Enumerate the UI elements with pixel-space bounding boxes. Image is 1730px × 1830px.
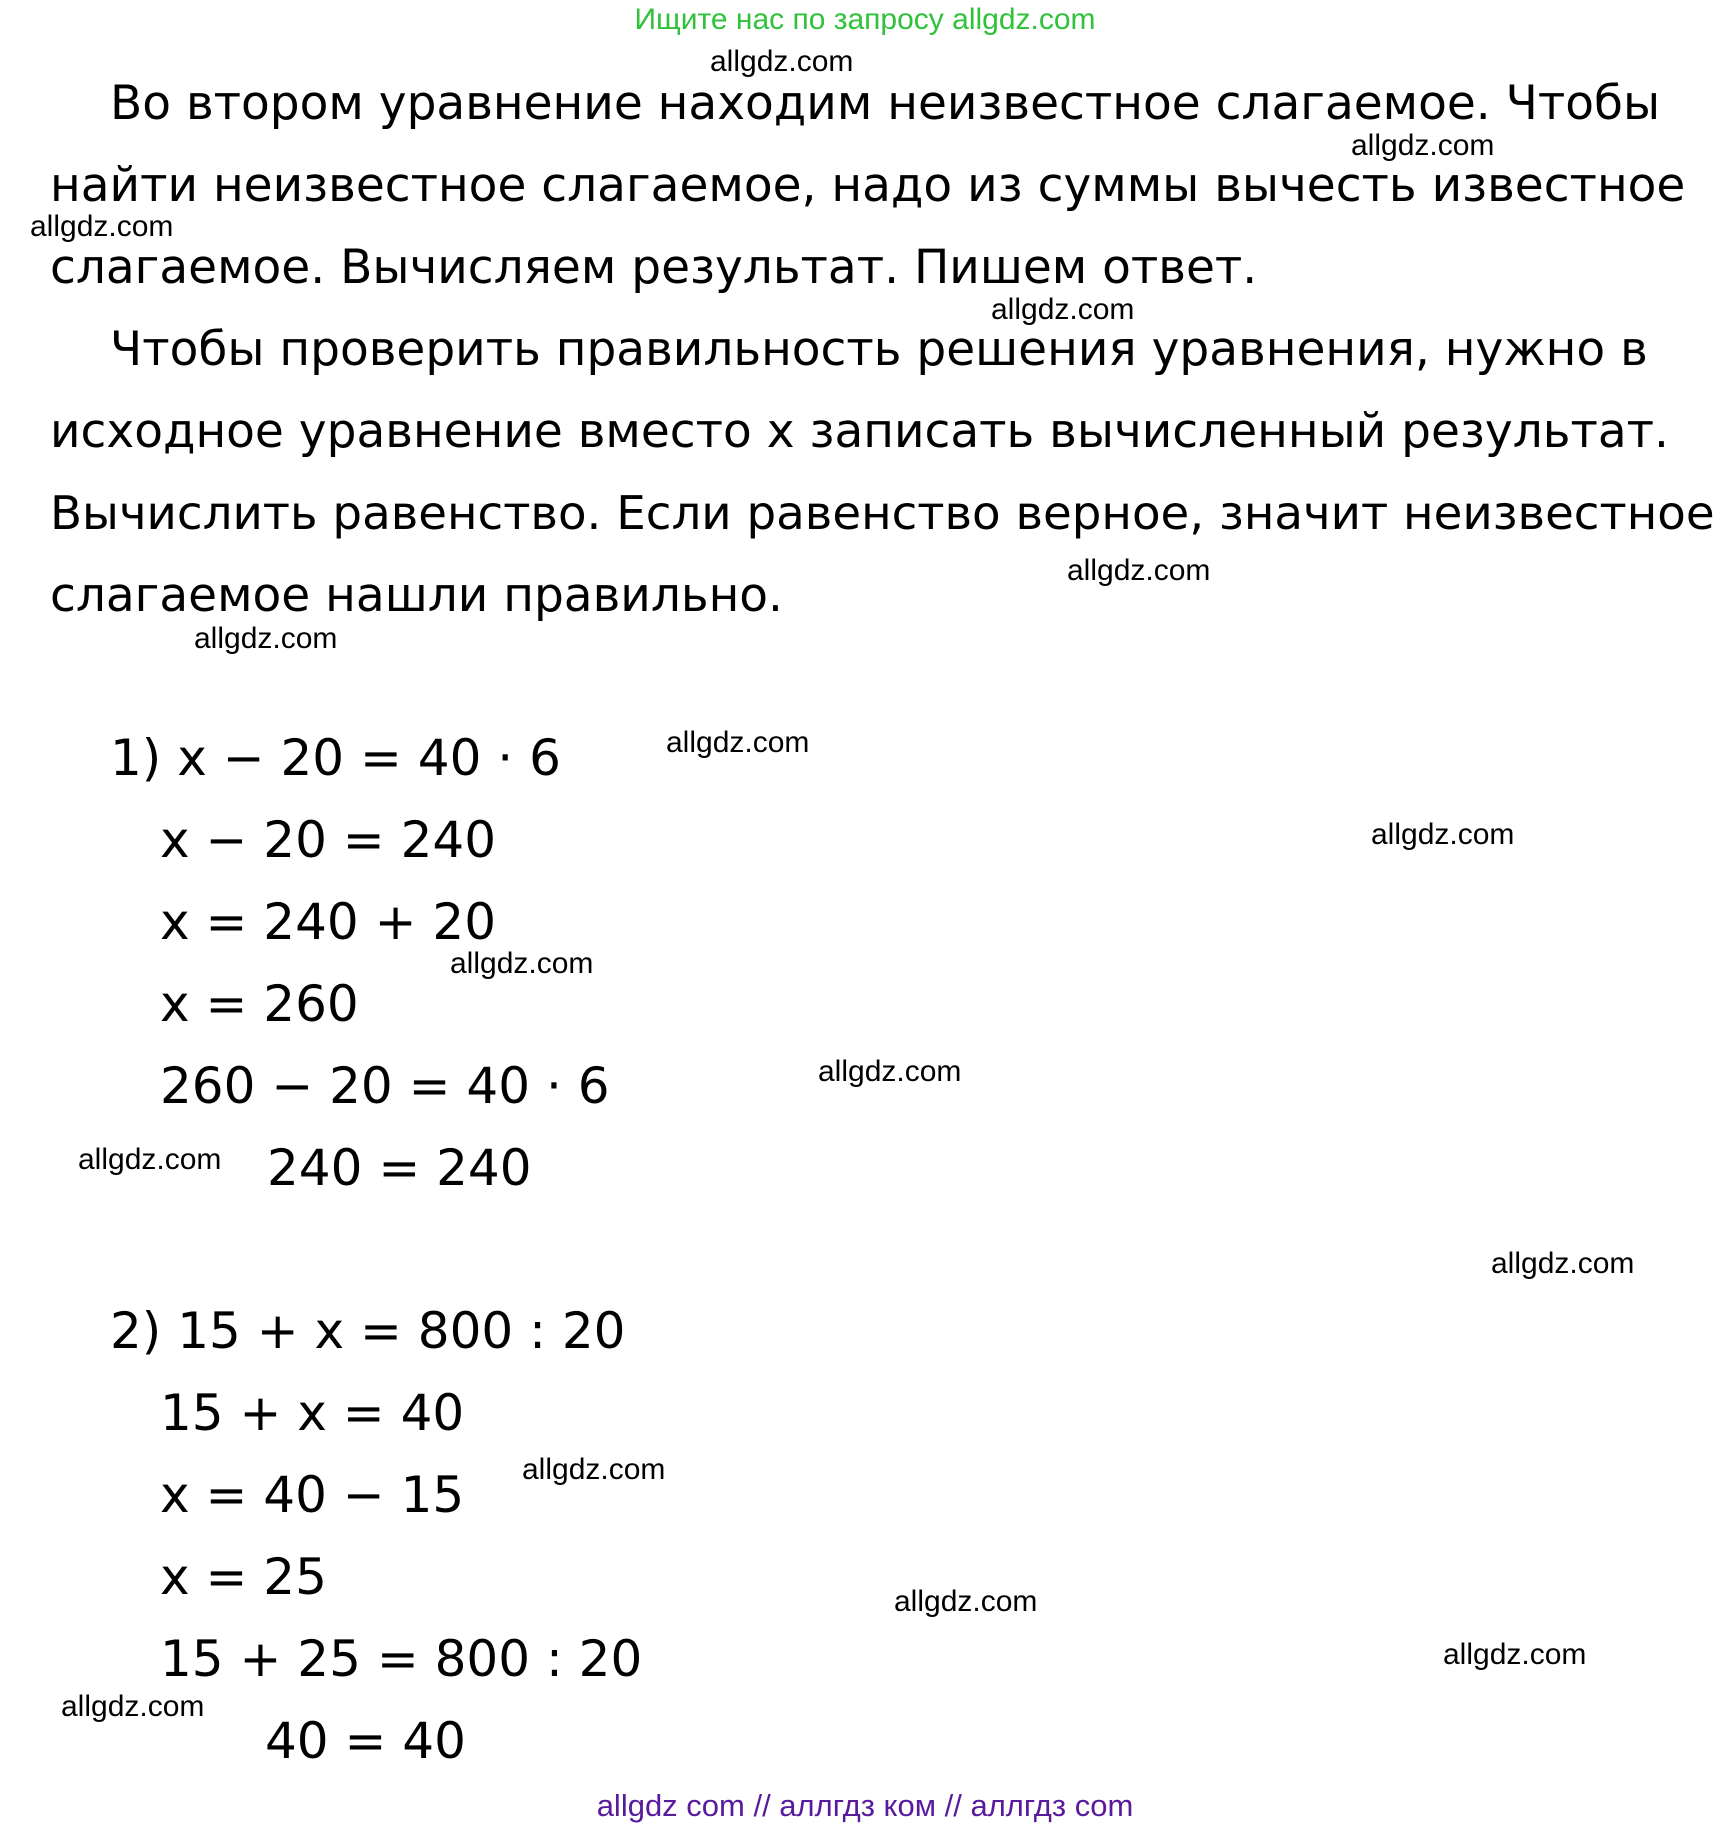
watermark: allgdz.com bbox=[894, 1585, 1038, 1618]
watermark: allgdz.com bbox=[450, 947, 594, 980]
watermark: allgdz.com bbox=[522, 1453, 666, 1486]
equation-line: x = 260 bbox=[160, 975, 359, 1033]
watermark: allgdz.com bbox=[1371, 818, 1515, 851]
equation-line: 15 + 25 = 800 : 20 bbox=[160, 1630, 643, 1688]
equation-line: 240 = 240 bbox=[267, 1139, 532, 1197]
equation-line: x − 20 = 240 bbox=[160, 811, 497, 869]
paragraph-line: исходное уравнение вместо х записать вычисленный результат. bbox=[50, 404, 1669, 459]
watermark: allgdz.com bbox=[1491, 1247, 1635, 1280]
paragraph-line: Чтобы проверить правильность решения уравнения, нужно в bbox=[110, 322, 1648, 377]
watermark: allgdz.com bbox=[78, 1143, 222, 1176]
watermark: allgdz.com bbox=[194, 622, 338, 655]
equation-line: x = 25 bbox=[160, 1548, 327, 1606]
watermark: allgdz.com bbox=[30, 210, 174, 243]
watermark: allgdz.com bbox=[991, 293, 1135, 326]
footer-banner: allgdz com // аллгдз ком // аллгдз com bbox=[596, 1788, 1134, 1823]
equation-line: x = 240 + 20 bbox=[160, 893, 497, 951]
equation-line: 40 = 40 bbox=[265, 1712, 466, 1770]
paragraph-line: найти неизвестное слагаемое, надо из суммы вычесть известное bbox=[50, 158, 1686, 213]
watermark: allgdz.com bbox=[710, 45, 854, 78]
paragraph-line: Во втором уравнение находим неизвестное слагаемое. Чтобы bbox=[110, 76, 1661, 131]
search-banner: Ищите нас по запросу allgdz.com bbox=[634, 3, 1096, 36]
equation-line: 1) x − 20 = 40 · 6 bbox=[110, 729, 561, 787]
equation-line: 15 + x = 40 bbox=[160, 1384, 465, 1442]
paragraph-line: Вычислить равенство. Если равенство верное, значит неизвестное bbox=[50, 487, 1715, 541]
watermark: allgdz.com bbox=[1351, 129, 1495, 162]
equation-line: x = 40 − 15 bbox=[160, 1466, 465, 1524]
watermark: allgdz.com bbox=[1067, 554, 1211, 587]
paragraph-line: слагаемое нашли правильно. bbox=[50, 568, 783, 623]
watermark: allgdz.com bbox=[1443, 1638, 1587, 1671]
watermark: allgdz.com bbox=[818, 1055, 962, 1088]
watermark: allgdz.com bbox=[61, 1690, 205, 1723]
paragraph-line: слагаемое. Вычисляем результат. Пишем ответ. bbox=[50, 240, 1258, 295]
watermark: allgdz.com bbox=[666, 726, 810, 759]
equation-line: 2) 15 + x = 800 : 20 bbox=[110, 1302, 626, 1360]
equation-line: 260 − 20 = 40 · 6 bbox=[160, 1057, 610, 1115]
